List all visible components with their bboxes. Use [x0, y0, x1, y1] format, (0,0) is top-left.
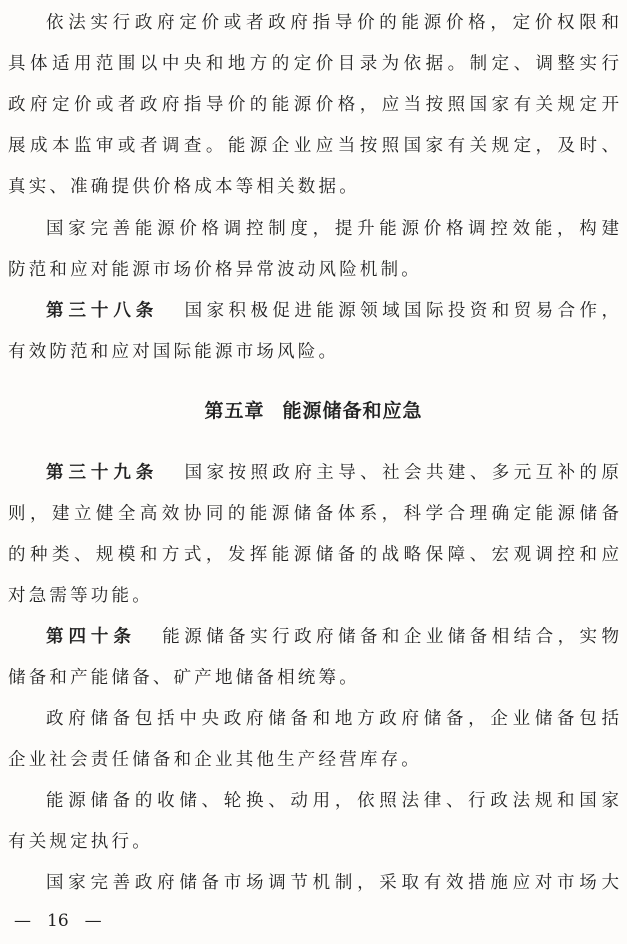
- article-line: [0, 291, 627, 331]
- text-line: 的种类、规模和方式，发挥能源储备的战略保障、宏观调控和应: [8, 545, 619, 565]
- article-number: 第三十九条: [46, 463, 159, 483]
- page-number: 16: [47, 911, 69, 931]
- text-line: 企业社会责任储备和企业其他生产经营库存。: [8, 750, 422, 770]
- chapter-title: 能源储备和应急: [282, 400, 423, 422]
- article-number: 第四十条: [46, 627, 136, 647]
- text-line: 依法实行政府定价或者政府指导价的能源价格，定价权限和: [46, 13, 619, 33]
- text-span: 国家积极促进能源领域国际投资和贸易合作，: [180, 301, 620, 321]
- chapter-heading: [0, 391, 627, 431]
- article-line: [0, 453, 627, 493]
- text-line: 有关规定执行。: [8, 832, 153, 852]
- text-line: 政府定价或者政府指导价的能源价格，应当按照国家有关规定开: [8, 95, 619, 115]
- text-line: 真实、准确提供价格成本等相关数据。: [8, 177, 360, 197]
- text-line: 展成本监审或者调查。能源企业应当按照国家有关规定，及时、: [8, 136, 619, 156]
- text-line: 国家完善政府储备市场调节机制，采取有效措施应对市场大: [46, 873, 619, 893]
- text-span: 能源储备实行政府储备和企业储备相结合，实物: [157, 627, 620, 647]
- page-footer: [14, 905, 102, 937]
- text-line: 有效防范和应对国际能源市场风险。: [8, 342, 340, 362]
- text-line: 具体适用范围以中央和地方的定价目录为依据。制定、调整实行: [8, 54, 619, 74]
- article-line: [0, 617, 627, 657]
- text-line: 对急需等功能。: [8, 586, 153, 606]
- text-line: 储备和产能储备、矿产地储备相统筹。: [8, 668, 360, 688]
- footer-dash-left: —: [14, 911, 31, 931]
- text-span: 国家按照政府主导、社会共建、多元互补的原: [180, 463, 620, 483]
- text-line: 防范和应对能源市场价格异常波动风险机制。: [8, 260, 422, 280]
- text-line: 则，建立健全高效协同的能源储备体系，科学合理确定能源储备: [8, 504, 619, 524]
- text-line: 国家完善能源价格调控制度，提升能源价格调控效能，构建: [46, 219, 619, 239]
- text-line: 能源储备的收储、轮换、动用，依照法律、行政法规和国家: [46, 791, 619, 811]
- article-number: 第三十八条: [46, 301, 159, 321]
- chapter-number: 第五章: [204, 400, 265, 422]
- text-line: 政府储备包括中央政府储备和地方政府储备，企业储备包括: [46, 709, 619, 729]
- footer-dash-right: —: [84, 911, 102, 931]
